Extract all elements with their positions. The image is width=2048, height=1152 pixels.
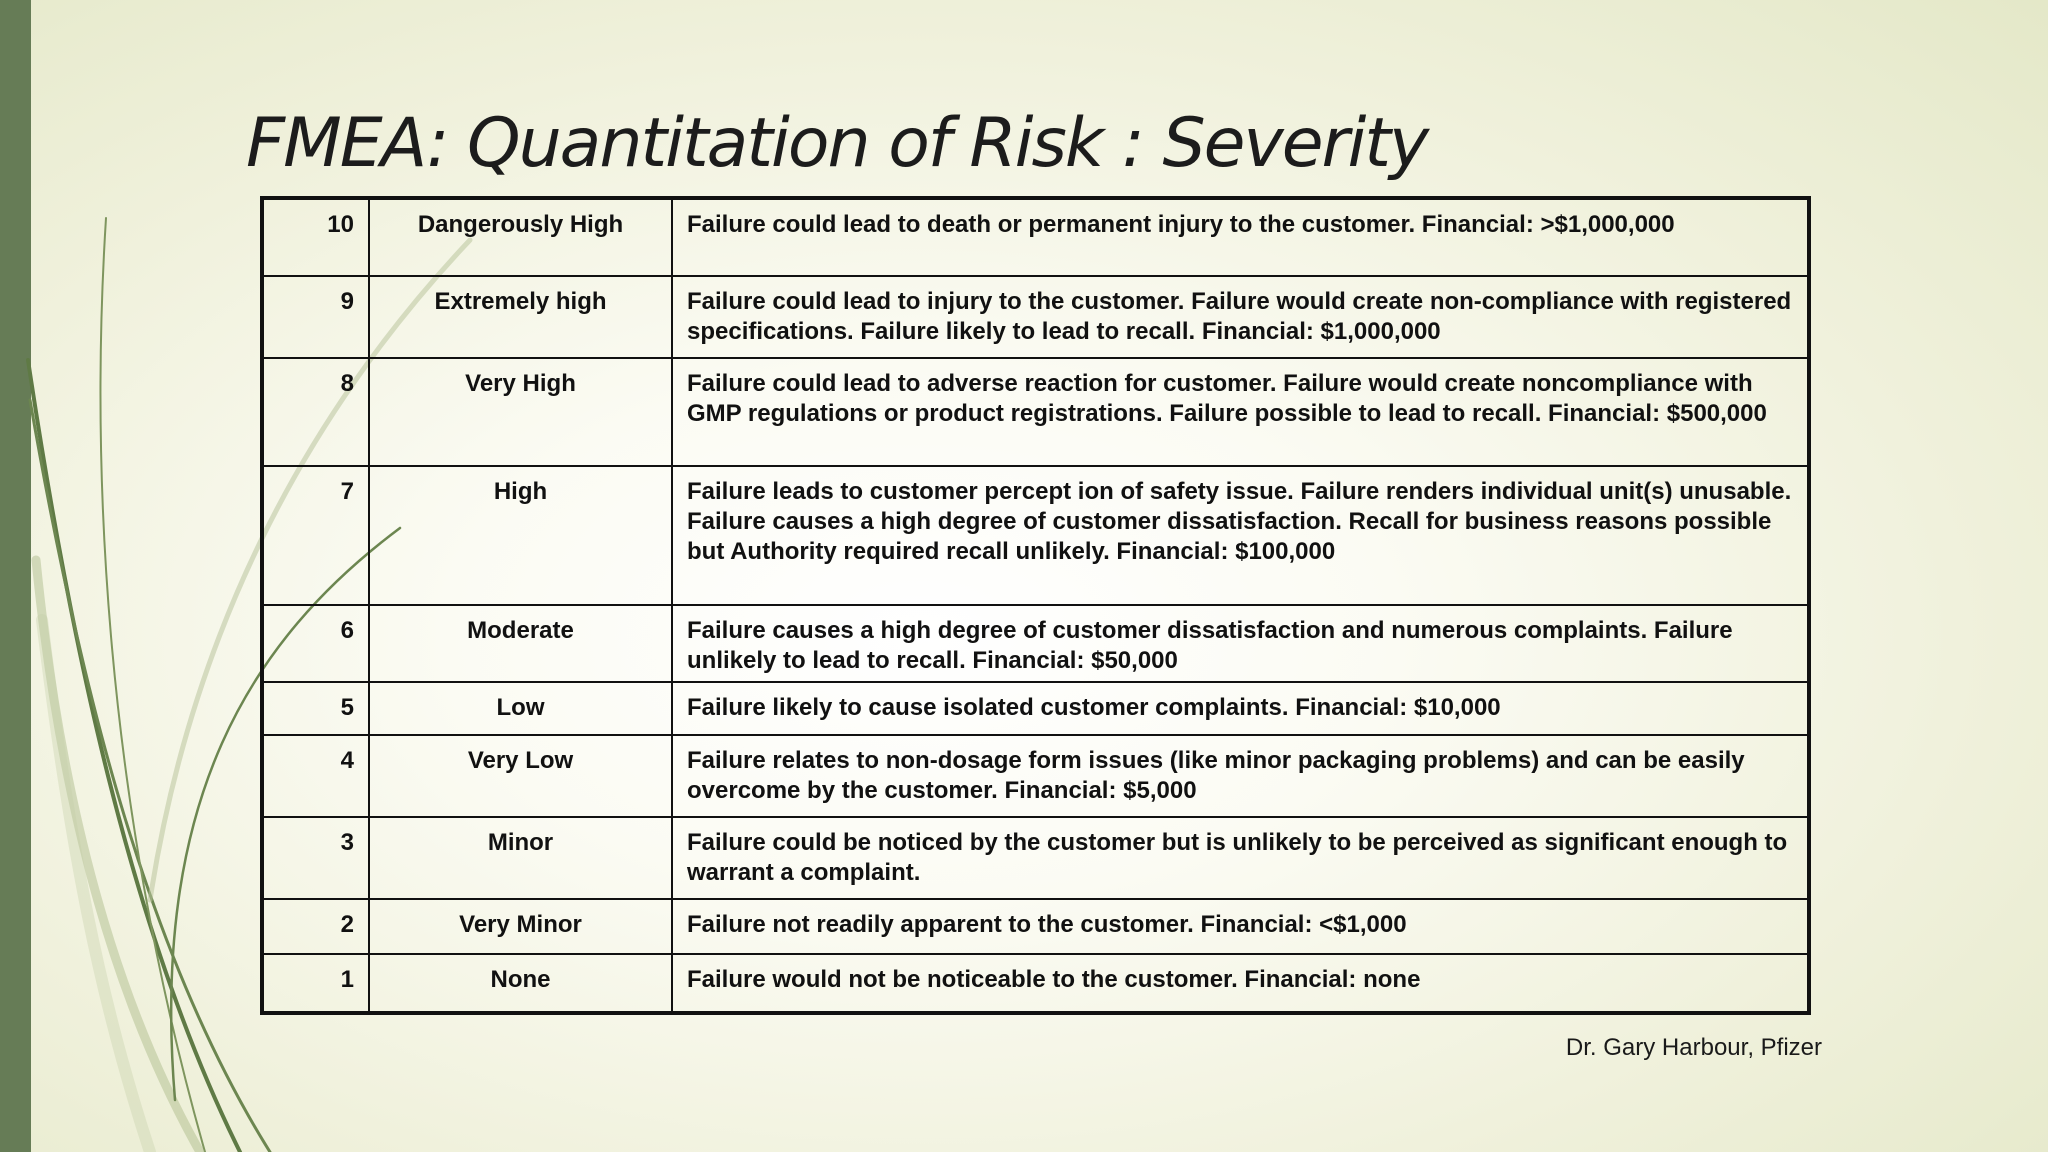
rank-cell: 3	[262, 817, 369, 899]
severity-level-cell: Moderate	[369, 605, 672, 682]
severity-level-cell: Low	[369, 682, 672, 735]
description-cell: Failure could lead to death or permanent injury to the customer. Financial: >$1,000,000	[672, 198, 1809, 276]
severity-table	[260, 196, 1811, 1015]
description-cell: Failure could be noticed by the customer but is unlikely to be perceived as significant enough to warrant a complaint.	[672, 817, 1809, 899]
severity-level-cell: High	[369, 466, 672, 605]
severity-level-cell: Extremely high	[369, 276, 672, 358]
table-row	[262, 682, 1809, 735]
severity-level-cell: Minor	[369, 817, 672, 899]
grass-stroke	[28, 360, 240, 1152]
rank-cell: 6	[262, 605, 369, 682]
rank-cell: 1	[262, 954, 369, 1013]
grass-stroke	[42, 620, 150, 1152]
severity-table-container	[260, 196, 1811, 1015]
description-cell: Failure causes a high degree of customer dissatisfaction and numerous complaints. Failure unlikely to lead to recall. Financial: $50,000	[672, 605, 1809, 682]
description-cell: Failure could lead to injury to the customer. Failure would create non-compliance with registered specifications. Failure likely to lead to recall. Financial: $1,000,000	[672, 276, 1809, 358]
rank-cell: 4	[262, 735, 369, 817]
author-credit: Dr. Gary Harbour, Pfizer	[1565, 1034, 1822, 1061]
severity-level-cell: None	[369, 954, 672, 1013]
grass-stroke	[30, 400, 270, 1152]
description-cell: Failure relates to non-dosage form issues (like minor packaging problems) and can be easily overcome by the customer. Financial: $5,000	[672, 735, 1809, 817]
rank-cell: 9	[262, 276, 369, 358]
table-row	[262, 198, 1809, 276]
table-row	[262, 817, 1809, 899]
description-cell: Failure could lead to adverse reaction for customer. Failure would create noncompliance with GMP regulations or product registrations. Failure possible to lead to recall. Financial: $500,000	[672, 358, 1809, 466]
table-row	[262, 605, 1809, 682]
description-cell: Failure leads to customer percept ion of safety issue. Failure renders individual unit(s) unusable. Failure causes a high degree of customer dissatisfaction. Recall for business reasons possible but Authority required recall unlikely. Financial: $100,000	[672, 466, 1809, 605]
slide-title: FMEA: Quantitation of Risk : Severity	[246, 104, 1428, 183]
severity-level-cell: Very Minor	[369, 899, 672, 954]
table-row	[262, 466, 1809, 605]
rank-cell: 8	[262, 358, 369, 466]
description-cell: Failure would not be noticeable to the customer. Financial: none	[672, 954, 1809, 1013]
table-row	[262, 899, 1809, 954]
left-accent-bar	[0, 0, 31, 1152]
grass-stroke	[36, 560, 200, 1152]
severity-level-cell: Very High	[369, 358, 672, 466]
rank-cell: 2	[262, 899, 369, 954]
description-cell: Failure likely to cause isolated customer complaints. Financial: $10,000	[672, 682, 1809, 735]
rank-cell: 10	[262, 198, 369, 276]
rank-cell: 5	[262, 682, 369, 735]
severity-level-cell: Very Low	[369, 735, 672, 817]
severity-level-cell: Dangerously High	[369, 198, 672, 276]
description-cell: Failure not readily apparent to the customer. Financial: <$1,000	[672, 899, 1809, 954]
table-row	[262, 276, 1809, 358]
rank-cell: 7	[262, 466, 369, 605]
table-row	[262, 954, 1809, 1013]
grass-stroke	[101, 218, 205, 1152]
table-row	[262, 735, 1809, 817]
table-row	[262, 358, 1809, 466]
